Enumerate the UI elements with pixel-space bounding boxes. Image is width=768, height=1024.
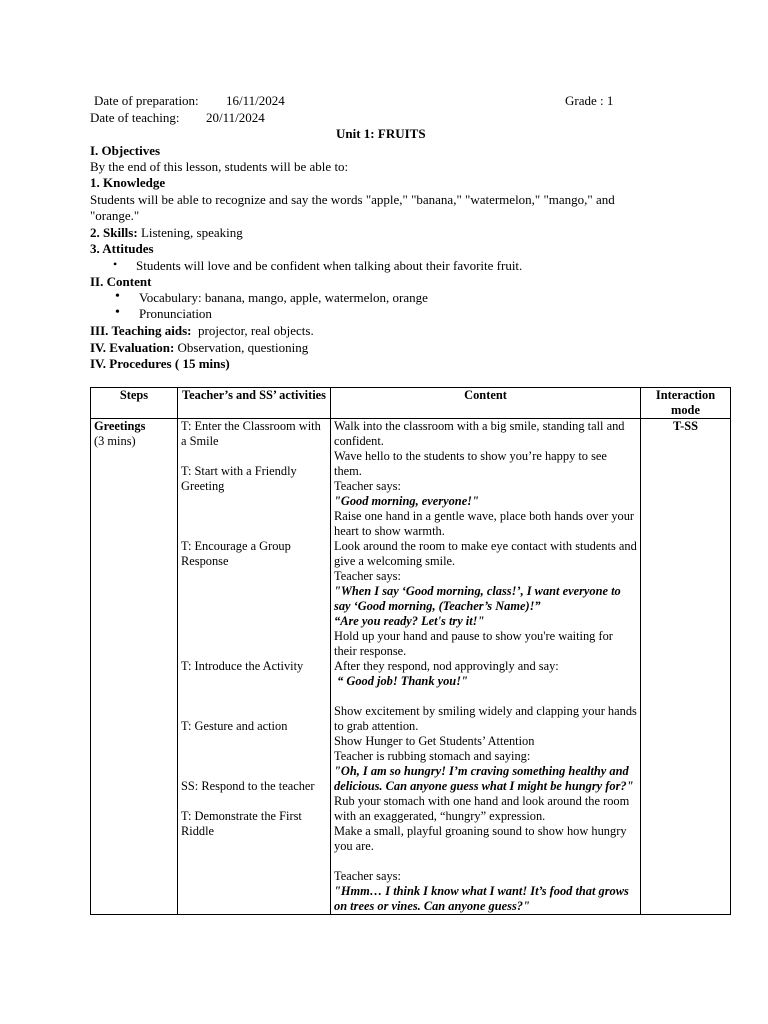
step-time: (3 mins) (94, 434, 136, 448)
activity-3: T: Encourage a Group Response (181, 539, 291, 568)
content-heading: II. Content (90, 274, 152, 289)
content-line: Look around the room to make eye contact with students and give a welcoming smile. (334, 539, 637, 568)
col-header-content: Content (331, 388, 641, 419)
content-line: Raise one hand in a gentle wave, place both hands over your heart to show warmth. (334, 509, 635, 538)
step-name: Greetings (94, 419, 146, 433)
skills-value: Listening, speaking (137, 225, 243, 240)
knowledge-text-line1: Students will be able to recognize and say the words "apple," "banana," "watermelon," "mango," and (90, 192, 615, 207)
content-line: Teacher is rubbing stomach and saying: (334, 749, 531, 763)
attitudes-item: Students will love and be confident when talking about their favorite fruit. (136, 258, 523, 273)
content-quote: "Hmm… I think I know what I want! It’s food that grows on trees or vines. Can anyone guess?" (334, 884, 629, 913)
skills-line (90, 225, 243, 241)
knowledge-text-line2: "orange." (90, 208, 140, 223)
bullet-icon: • (115, 289, 120, 304)
teach-date-label: Date of teaching: (90, 110, 180, 125)
activity-6: SS: Respond to the teacher (181, 779, 315, 793)
content-cell (331, 419, 641, 915)
teaching-aids-line (90, 323, 314, 339)
interaction-mode: T-SS (672, 419, 699, 433)
activity-1: T: Enter the Classroom with a Smile (181, 419, 321, 448)
attitudes-heading: 3. Attitudes (90, 241, 154, 256)
activity-4: T: Introduce the Activity (181, 659, 304, 673)
content-line: Teacher says: (334, 569, 401, 583)
table-header-row (91, 388, 731, 419)
content-line: Hold up your hand and pause to show you're waiting for their response. (334, 629, 613, 658)
content-line: Make a small, playful groaning sound to show how hungry you are. (334, 824, 627, 853)
content-quote: "Oh, I am so hungry! I’m craving something healthy and delicious. Can anyone guess what I might be hungry for?" (334, 764, 634, 793)
activity-2: T: Start with a Friendly Greeting (181, 464, 297, 493)
content-item-vocabulary: Vocabulary: banana, mango, apple, watermelon, orange (139, 290, 428, 305)
content-line: Teacher says: (334, 869, 401, 883)
grade-label: Grade : 1 (565, 93, 614, 108)
content-line: Wave hello to the students to show you’re happy to see them. (334, 449, 607, 478)
evaluation-value: Observation, questioning (174, 340, 309, 355)
knowledge-heading: 1. Knowledge (90, 175, 166, 190)
teaching-aids-label: III. Teaching aids: (90, 323, 192, 338)
evaluation-line (90, 340, 308, 356)
teach-date-value: 20/11/2024 (206, 110, 265, 125)
teaching-aids-value: projector, real objects. (191, 323, 314, 338)
table-row (91, 419, 731, 915)
activities-cell (178, 419, 331, 915)
activity-7: T: Demonstrate the First Riddle (181, 809, 302, 838)
step-cell (91, 419, 178, 915)
content-quote: "Good morning, everyone!" (334, 494, 479, 508)
col-header-activities: Teacher’s and SS’ activities (178, 388, 331, 419)
content-line: After they respond, nod approvingly and say: (334, 659, 559, 673)
col-header-interaction: Interaction mode (641, 388, 731, 419)
content-item-pronunciation: Pronunciation (139, 306, 212, 321)
content-line: Show excitement by smiling widely and clapping your hands to grab attention. (334, 704, 637, 733)
skills-label: 2. Skills: (90, 225, 138, 240)
interaction-cell (641, 419, 731, 915)
content-line: Walk into the classroom with a big smile, standing tall and confident. (334, 419, 625, 448)
content-line: Rub your stomach with one hand and look around the room with an exaggerated, “hungry” expression. (334, 794, 630, 823)
content-line: Show Hunger to Get Students’ Attention (334, 734, 535, 748)
prep-date-label: Date of preparation: (94, 93, 199, 108)
evaluation-label: IV. Evaluation: (90, 340, 175, 355)
objectives-intro: By the end of this lesson, students will be able to: (90, 159, 349, 174)
objectives-heading: I. Objectives (90, 143, 161, 158)
content-quote: "When I say ‘Good morning, class!’, I want everyone to say ‘Good morning, (Teacher’s Name)!” (334, 584, 621, 613)
content-quote: “Are you ready? Let's try it!" (334, 614, 485, 628)
content-quote: “ Good job! Thank you!" (334, 674, 468, 688)
bullet-icon: • (115, 305, 120, 320)
unit-title: Unit 1: FRUITS (336, 126, 426, 141)
prep-date-value: 16/11/2024 (226, 93, 285, 108)
bullet-icon: • (113, 257, 118, 271)
procedures-heading: IV. Procedures ( 15 mins) (90, 356, 230, 371)
content-line: Teacher says: (334, 479, 401, 493)
activity-5: T: Gesture and action (181, 719, 288, 733)
col-header-steps: Steps (91, 388, 178, 419)
procedures-table (90, 387, 731, 915)
